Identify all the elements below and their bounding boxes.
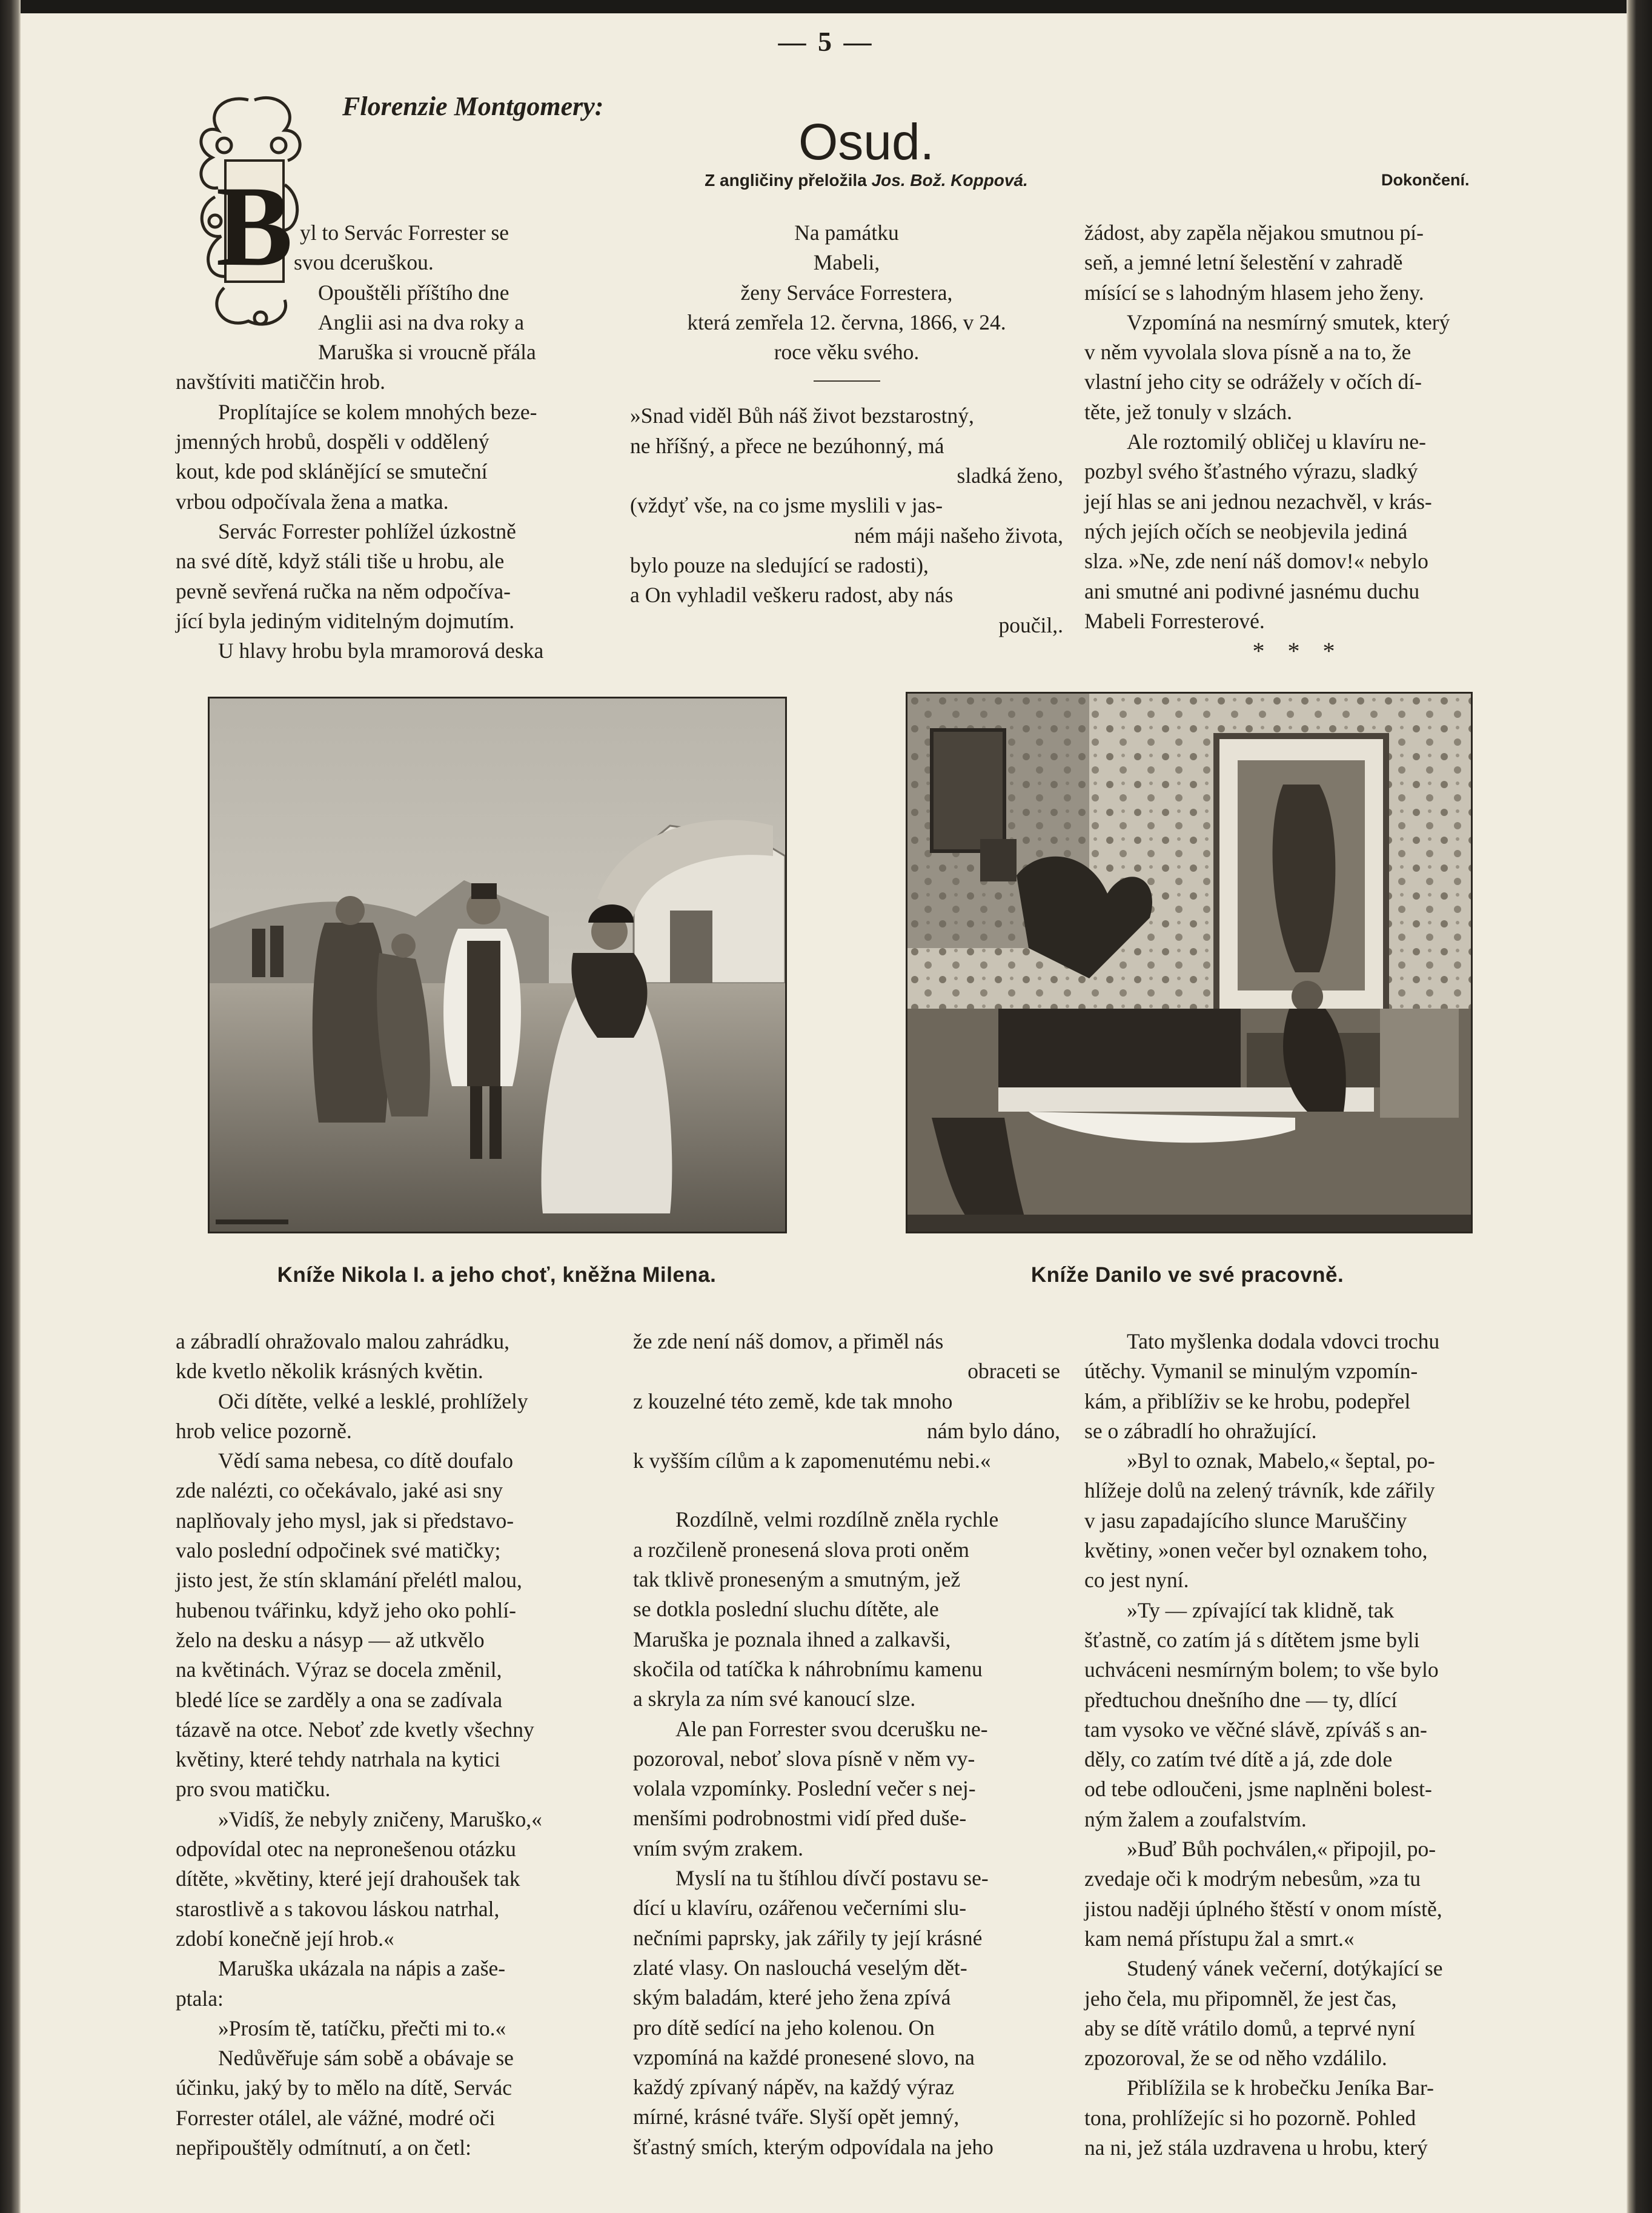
- bottom-column-3: [1084, 1327, 1511, 2163]
- text-line: Vědí sama nebesa, co dítě doufalo: [218, 1448, 513, 1473]
- text-line: tázavě na otce. Neboť zde kvetly všechny: [176, 1717, 534, 1742]
- text-line: nečními paprsky, jak zářily ty její krásné: [633, 1925, 983, 1950]
- text-line: žádost, aby zapěla nějakou smutnou pí-: [1084, 221, 1424, 245]
- text-line: »Vidíš, že nebyly zničeny, Maruško,«: [218, 1807, 542, 1831]
- text-line: zvedaje oči k modrým nebesům, »za tu: [1084, 1866, 1421, 1891]
- text-line: kam nemá přístupu žal a smrt.«: [1084, 1926, 1355, 1951]
- text-line: Tato myšlenka dodala vdovci trochu: [1127, 1329, 1440, 1353]
- text-line: navštíviti matiččin hrob.: [176, 370, 386, 394]
- text-line: dící u klavíru, ozářenou večerními slu-: [633, 1896, 967, 1920]
- text-line: se dotkla poslední sluchu dítěte, ale: [633, 1597, 939, 1622]
- text-line: a rozčileně pronesená slova proti oněm: [633, 1537, 969, 1562]
- scan-top-edge: [0, 0, 1652, 13]
- verse-line: že zde není náš domov, a přiměl nás: [633, 1329, 944, 1353]
- text-line: nepřipouštěly odmítnutí, a on četl:: [176, 2135, 472, 2160]
- text-line: Mabeli Forresterové.: [1084, 608, 1265, 633]
- text-line: jistou naději úplného štěstí v onom místě,: [1084, 1896, 1442, 1921]
- text-line: menšími podrobnostmi vidí před duše-: [633, 1806, 967, 1831]
- top-column-2: [630, 218, 1063, 640]
- text-line: valo poslední odpočinek své matičky;: [176, 1538, 501, 1563]
- text-line: »Byl to oznak, Mabelo,« šeptal, po-: [1127, 1448, 1435, 1473]
- text-line: Studený vánek večerní, dotýkající se: [1127, 1956, 1443, 1981]
- text-line: Myslí na tu štíhlou dívčí postavu se-: [675, 1866, 989, 1891]
- text-line: ani smutné ani podivné jasnému duchu: [1084, 579, 1420, 603]
- text-line: kde kvetlo několik krásných květin.: [176, 1359, 483, 1384]
- continuation-note: Dokončení.: [1381, 171, 1470, 189]
- verse-end: [633, 1327, 1060, 1476]
- text-line: hubenou tvářinku, když jeho oko pohlí-: [176, 1598, 516, 1622]
- verse-line: »Snad viděl Bůh náš život bezstarostný,: [630, 403, 974, 428]
- epitaph: [630, 218, 1063, 367]
- text-line: ným žalem a zoufalstvím.: [1084, 1807, 1307, 1831]
- text-line: na ni, jež stála uzdravena u hrobu, který: [1084, 2135, 1428, 2160]
- text-line: U hlavy hrobu byla mramorová deska: [218, 639, 544, 663]
- text-line: těte, jež tonuly v slzách.: [1084, 399, 1293, 424]
- text-line: Maruška si vroucně přála: [318, 340, 536, 365]
- text-line: pro svou matičku.: [176, 1777, 331, 1802]
- text-line: její hlas se ani jednou nezachvěl, v krás-: [1084, 489, 1432, 514]
- text-line: od tebe odloučeni, jsme naplněni bolest-: [1084, 1777, 1432, 1802]
- text-line: pozbyl svého šťastného výrazu, sladký: [1084, 459, 1418, 484]
- text-line: jeho čela, mu připomněl, že jest čas,: [1084, 1986, 1397, 2011]
- text-line: co jest nyní.: [1084, 1568, 1189, 1593]
- photo-nikola-milena: [208, 697, 787, 1233]
- text-line: zlaté vlasy. On naslouchá veselým dět-: [633, 1955, 967, 1980]
- verse-line: z kouzelné této země, kde tak mnoho: [633, 1389, 953, 1413]
- text-line: starostlivě a s takovou láskou natrhal,: [176, 1896, 500, 1921]
- epitaph-line: Na památku: [794, 221, 899, 245]
- text-line: děly, co zatím tvé dítě a já, zde dole: [1084, 1747, 1393, 1772]
- top-column-3: [1084, 218, 1511, 666]
- text-line: »Prosím tě, tatíčku, přečti mi to.«: [218, 2016, 506, 2040]
- verse-line: ne hříšný, a přece ne bezúhonný, má: [630, 433, 944, 458]
- text-line: naplňovaly jeho mysl, jak si představo-: [176, 1508, 514, 1533]
- verse-line: bylo pouze na sledující se radosti),: [630, 552, 929, 577]
- text-line: zpozoroval, že se od něho vzdálilo.: [1084, 2046, 1387, 2071]
- text-line: Anglii asi na dva roky a: [318, 310, 525, 334]
- bottom-column-1: [176, 1327, 603, 2163]
- caption-right: Kníže Danilo ve své pracovně.: [1030, 1263, 1344, 1287]
- text-line: útěchy. Vymanil se minulým vzpomín-: [1084, 1359, 1418, 1384]
- text-line: odpovídal otec na nepronešenou otázku: [176, 1837, 516, 1862]
- text-line: dítěte, »květiny, které její drahoušek tak: [176, 1866, 520, 1891]
- text-line: hlížeje dolů na zelený trávník, kde zářily: [1084, 1478, 1435, 1503]
- text-line: květiny, které tehdy natrhala na kytici: [176, 1747, 500, 1772]
- text-line: uchváceni nesmírným bolem; to vše bylo: [1084, 1657, 1439, 1682]
- section-rule: [814, 380, 880, 382]
- text-line: »Buď Bůh pochválen,« připojil, po-: [1127, 1837, 1436, 1862]
- text-line: Nedůvěřuje sám sobě a obávaje se: [218, 2046, 514, 2071]
- text-line: a skryla za ním své kanoucí slze.: [633, 1687, 916, 1711]
- text-line: kám, a přiblíživ se ke hrobu, podepřel: [1084, 1389, 1411, 1413]
- text-line: každý zpívaný nápěv, na každý výraz: [633, 2075, 954, 2100]
- text-line: svou dceruškou.: [294, 250, 434, 275]
- text-line: vním svým zrakem.: [633, 1836, 803, 1860]
- photo-nikola-milena-image: [210, 698, 785, 1232]
- photo-danilo-study-image: [907, 694, 1471, 1232]
- text-line: Maruška je poznala ihned a zalkavši,: [633, 1627, 951, 1651]
- text-line: na své dítě, když stáli tiše u hrobu, ale: [176, 549, 505, 574]
- photo-danilo-study: [906, 692, 1473, 1233]
- text-line: aby se dítě vrátilo domů, a teprvé nyní: [1084, 2016, 1416, 2040]
- text-line: šťastný smích, kterým odpovídala na jeho: [633, 2134, 994, 2159]
- text-line: na květinách. Výraz se docela změnil,: [176, 1657, 502, 1682]
- verse-line: nám bylo dáno,: [927, 1418, 1060, 1443]
- text-line: předtuchou dnešního dne — ty, dlící: [1084, 1687, 1398, 1712]
- translator-name: Jos. Bož. Koppová.: [871, 171, 1028, 190]
- text-line: skočila od tatíčka k náhrobnímu kamenu: [633, 1656, 983, 1681]
- text-line: Vzpomíná na nesmírný smutek, který: [1127, 310, 1450, 334]
- text-line: seň, a jemné letní šelestění v zahradě: [1084, 250, 1403, 275]
- text-line: jmenných hrobů, dospěli v oddělený: [176, 430, 489, 454]
- text-line: Přiblížila se k hrobečku Jeníka Bar-: [1127, 2075, 1434, 2100]
- text-line: Ale roztomilý obličej u klavíru ne-: [1127, 430, 1426, 454]
- text-line: Opouštěli příštího dne: [318, 280, 509, 305]
- text-line: slza. »Ne, zde není náš domov!« nebylo: [1084, 549, 1428, 574]
- text-line: vrbou odpočívala žena a matka.: [176, 489, 449, 514]
- text-line: zde nalézti, co očekávalo, jaké asi sny: [176, 1478, 503, 1503]
- scan-left-edge: [0, 0, 21, 2213]
- text-line: Oči dítěte, velké a lesklé, prohlížely: [218, 1389, 528, 1413]
- scan-right-edge: [1627, 0, 1652, 2213]
- epitaph-line: roce věku svého.: [774, 340, 920, 365]
- verse-line: sladká ženo,: [957, 463, 1063, 488]
- text-line: bledé líce se zarděly a ona se zadívala: [176, 1687, 503, 1712]
- text-line: šťastně, co zatím já s dítětem jsme byli: [1084, 1627, 1420, 1652]
- text-line: ptala:: [176, 1986, 224, 2011]
- text-line: Maruška ukázala na nápis a zaše-: [218, 1956, 506, 1981]
- text-line: »Ty — zpívající tak klidně, tak: [1127, 1598, 1395, 1622]
- verse-line: k vyšším cílům a k zapomenutému nebi.«: [633, 1448, 991, 1473]
- text-line: vzpomíná na každé pronesené slovo, na: [633, 2045, 975, 2069]
- bottom-column-2: [633, 1327, 1060, 2162]
- text-line: a zábradlí ohražovalo malou zahrádku,: [176, 1329, 509, 1353]
- page-number: — 5 —: [778, 26, 874, 57]
- text-line: tam vysoko ve věčné slávě, zpíváš s an-: [1084, 1717, 1427, 1742]
- text-line: vlastní jeho city se odrážely v očích dí-: [1084, 370, 1422, 394]
- caption-left: Kníže Nikola I. a jeho choť, kněžna Milena.: [277, 1263, 717, 1287]
- text-line: se o zábradlí ho ohražující.: [1084, 1418, 1317, 1443]
- text-line: účinku, jaký by to mělo na dítě, Servác: [176, 2075, 513, 2100]
- text-line: tona, prohlížejíc si ho pozorně. Pohled: [1084, 2105, 1416, 2130]
- epitaph-line: která zemřela 12. června, 1866, v 24.: [687, 310, 1006, 334]
- verse-line: (vždyť vše, na co jsme myslili v jas-: [630, 493, 943, 518]
- translator-line: [606, 171, 1127, 190]
- section-stars: * * *: [1252, 637, 1344, 665]
- text-line: v něm vyvolala slova písně a na to, že: [1084, 340, 1411, 365]
- text-line: Proplítajíce se kolem mnohých beze-: [218, 399, 537, 424]
- text-line: květiny, »onen večer byl oznakem toho,: [1084, 1538, 1428, 1563]
- text-line: ským baladám, které jeho žena zpívá: [633, 1985, 951, 2010]
- author-name: Florenzie Montgomery:: [342, 91, 604, 121]
- text-line: yl to Servác Forrester se: [300, 221, 509, 245]
- verse-line: poučil,.: [998, 612, 1063, 637]
- text-line: Servác Forrester pohlížel úzkostně: [218, 519, 516, 543]
- text-line: želo na desku a násyp — až utkvělo: [176, 1627, 485, 1652]
- translator-prefix: Z angličiny přeložila: [705, 171, 872, 190]
- verse: [630, 401, 1063, 640]
- verse-line: obraceti se: [967, 1359, 1060, 1384]
- text-line: zdobí konečně její hrob.«: [176, 1926, 394, 1951]
- text-line: pevně sevřená ručka na něm odpočíva-: [176, 579, 511, 603]
- text-line: jící byla jediným viditelným dojmutím.: [176, 608, 515, 633]
- story-title: Osud.: [798, 113, 935, 170]
- text-line: tak tklivě proneseným a smutným, jež: [633, 1567, 961, 1592]
- text-line: pozoroval, neboť slova písně v něm vy-: [633, 1746, 975, 1771]
- top-column-1: [176, 218, 603, 666]
- verse-line: ném máji našeho života,: [854, 523, 1063, 548]
- initial-letter: B: [216, 163, 293, 290]
- text-line: hrob velice pozorně.: [176, 1418, 352, 1443]
- text-line: mísící se s lahodným hlasem jeho ženy.: [1084, 280, 1424, 305]
- text-line: Rozdílně, velmi rozdílně zněla rychle: [675, 1507, 999, 1532]
- text-line: mírné, krásné tváře. Slyší opět jemný,: [633, 2105, 960, 2129]
- epitaph-line: ženy Servácе Forrestera,: [740, 280, 953, 305]
- text-line: pro dítě sedící na jeho kolenou. On: [633, 2015, 935, 2040]
- text-line: volala vzpomínky. Poslední večer s nej-: [633, 1776, 976, 1801]
- text-line: jisto jest, že stín sklamání přelétl malou,: [176, 1568, 522, 1593]
- verse-line: a On vyhladil veškeru radost, aby nás: [630, 583, 954, 608]
- text-line: ných jejích očích se neobjevila jediná: [1084, 519, 1408, 543]
- text-line: Ale pan Forrester svou dcerušku ne-: [675, 1716, 988, 1741]
- text-line: v jasu zapadajícího slunce Maruščiny: [1084, 1508, 1407, 1533]
- text-line: kout, kde pod sklánějící se smuteční: [176, 459, 488, 484]
- epitaph-line: Mabeli,: [813, 250, 880, 275]
- text-line: Forrester otálel, ale vážné, modré oči: [176, 2105, 496, 2130]
